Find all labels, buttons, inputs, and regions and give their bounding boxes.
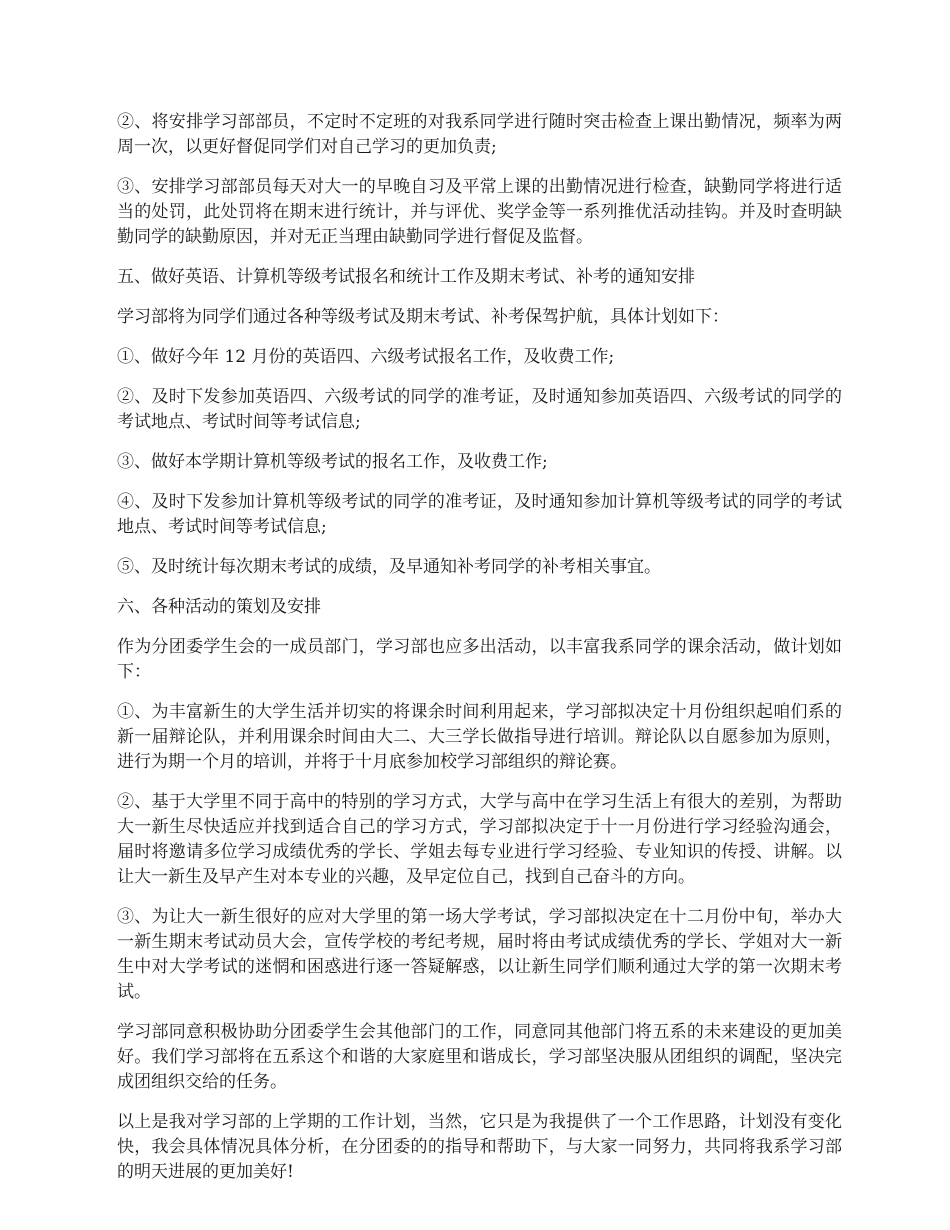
paragraph-cooperation: 学习部同意积极协助分团委学生会其他部门的工作，同意同其他部门将五系的未来建设的更加美好。我们学习部将在五系这个和谐的大家庭里和谐成长，学习部坚决服从团组织的调配，坚决完成团组织交给的任务。 bbox=[117, 1022, 842, 1092]
paragraph-attendance-check: ③、安排学习部部员每天对大一的早晚自习及平常上课的出勤情况进行检查，缺勤同学将进行适当的处罚，此处罚将在期末进行统计，并与评优、奖学金等一系列推优活动挂钩。并及时查明缺勤同学的缺勤原因，并对无正当理由缺勤同学进行督促及监督。 bbox=[117, 177, 842, 247]
paragraph-inspection-schedule: ②、将安排学习部部员，不定时不定班的对我系同学进行随时突击检查上课出勤情况，频率为两周一次，以更好督促同学们对自己学习的更加负责; bbox=[117, 112, 842, 157]
document-body bbox=[117, 110, 842, 1200]
section-heading-activities: 六、各种活动的策划及安排 bbox=[117, 597, 321, 617]
list-item-final-scores: ⑤、及时统计每次期末考试的成绩，及早通知补考同学的补考相关事宜。 bbox=[117, 557, 661, 577]
list-item-computer-registration: ③、做好本学期计算机等级考试的报名工作，及收费工作; bbox=[117, 452, 548, 472]
list-item-cet-admission: ②、及时下发参加英语四、六级考试的同学的准考证，及时通知参加英语四、六级考试的同学的考试地点、考试时间等考试信息; bbox=[117, 387, 842, 432]
list-item-study-exchange: ②、基于大学里不同于高中的特别的学习方式，大学与高中在学习生活上有很大的差别，为帮助大一新生尽快适应并找到适合自己的学习方式，学习部拟决定于十一月份进行学习经验沟通会，届时将邀请多位学习成绩优秀的学长、学姐去每专业进行学习经验、专业知识的传授、讲解。以让大一新生及早产生对本专业的兴趣，及早定位自己，找到自己奋斗的方向。 bbox=[117, 792, 842, 887]
list-item-debate-team: ①、为丰富新生的大学生活并切实的将课余时间利用起来，学习部拟决定十月份组织起咱们系的新一届辩论队，并利用课余时间由大二、大三学长做指导进行培训。辩论队以自愿参加为原则，进行为期一个月的培训，并将于十月底参加校学习部组织的辩论赛。 bbox=[117, 702, 842, 772]
paragraph-activities-intro: 作为分团委学生会的一成员部门，学习部也应多出活动，以丰富我系同学的课余活动，做计划如下： bbox=[117, 637, 842, 682]
list-item-cet-registration: ①、做好今年 12 月份的英语四、六级考试报名工作，及收费工作; bbox=[117, 347, 615, 367]
list-item-computer-admission: ④、及时下发参加计算机等级考试的同学的准考证，及时通知参加计算机等级考试的同学的考试地点、考试时间等考试信息; bbox=[117, 492, 842, 537]
section-heading-exams: 五、做好英语、计算机等级考试报名和统计工作及期末考试、补考的通知安排 bbox=[117, 267, 695, 287]
paragraph-conclusion: 以上是我对学习部的上学期的工作计划，当然，它只是为我提供了一个工作思路，计划没有变化快，我会具体情况具体分析，在分团委的的指导和帮助下，与大家一同努力，共同将我系学习部的明天进展的更加美好! bbox=[117, 1112, 842, 1182]
paragraph-exam-intro: 学习部将为同学们通过各种等级考试及期末考试、补考保驾护航，具体计划如下： bbox=[117, 307, 729, 327]
list-item-exam-mobilization: ③、为让大一新生很好的应对大学里的第一场大学考试，学习部拟决定在十二月份中旬，举办大一新生期末考试动员大会，宣传学校的考纪考规，届时将由考试成绩优秀的学长、学姐对大一新生中对大学考试的迷惘和困惑进行逐一答疑解惑，以让新生同学们顺利通过大学的第一次期末考试。 bbox=[117, 907, 842, 1002]
